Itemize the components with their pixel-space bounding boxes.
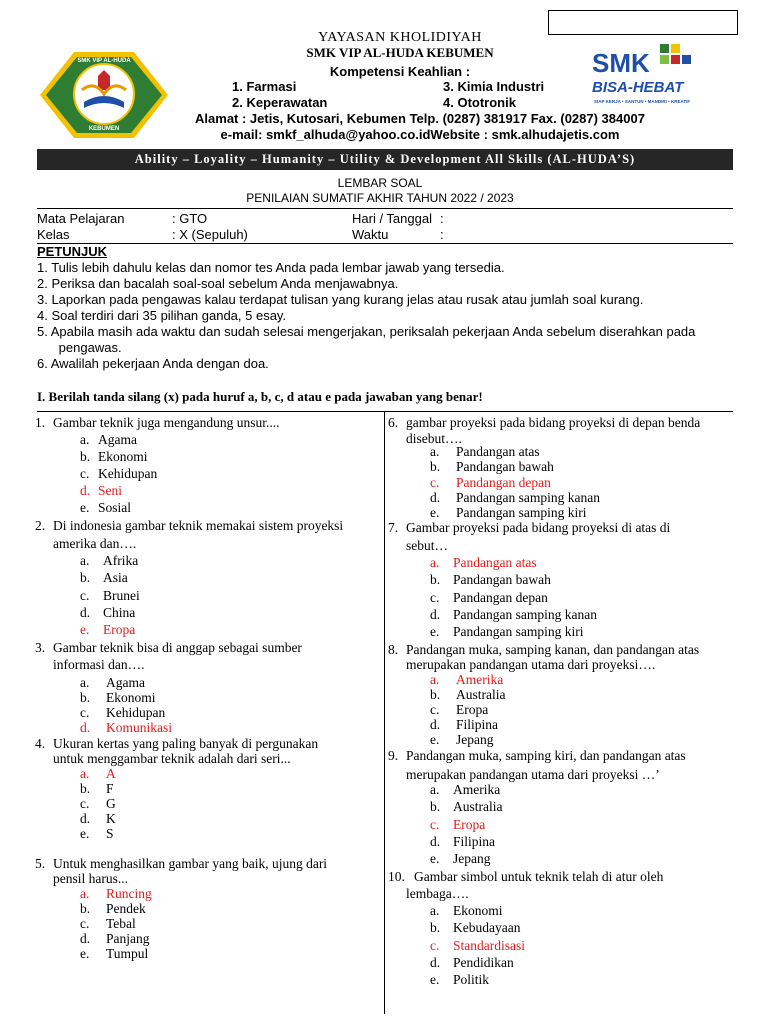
question-text: Gambar teknik juga mengandung unsur.... — [53, 415, 280, 430]
option-text: Kebudayaan — [453, 920, 521, 935]
subject-label: Mata Pelajaran — [37, 211, 125, 226]
option-letter: d. — [430, 955, 441, 970]
option-text: Eropa — [456, 702, 489, 717]
option-text-correct-answer: Amerika — [456, 672, 504, 687]
date-label: Hari / Tanggal — [352, 211, 432, 226]
option-text: Ekonomi — [453, 903, 503, 918]
option-letter: a. — [430, 444, 440, 459]
question-text: gambar proyeksi pada bidang proyeksi di depan benda — [406, 415, 701, 430]
instruction-item: 4. Soal terdiri dari 35 pilihan ganda, 5 esay. — [37, 308, 287, 323]
option-text: Brunei — [103, 588, 140, 603]
option-text: Filipina — [453, 834, 496, 849]
option-text: G — [106, 796, 116, 811]
question-number: 1. — [35, 415, 46, 430]
option-letter: b. — [430, 459, 441, 474]
question-text: pensil harus... — [53, 871, 128, 886]
option-letter: d. — [80, 720, 91, 735]
option-text: Pandangan samping kiri — [453, 624, 584, 639]
option-text-correct-answer: Komunikasi — [106, 720, 172, 735]
option-text: Pandangan samping kanan — [453, 607, 597, 622]
option-letter: b. — [80, 690, 91, 705]
option-text-correct-answer: Seni — [98, 483, 123, 498]
option-letter: b. — [430, 687, 441, 702]
option-text: Jepang — [453, 851, 491, 866]
option-letter: c. — [430, 590, 440, 605]
option-letter: d. — [430, 490, 441, 505]
option-letter: a. — [80, 766, 90, 781]
option-letter: e. — [80, 500, 90, 515]
logo-right-line1: SMK — [592, 48, 650, 78]
instruction-item: 5. Apabila masih ada waktu dan sudah selesai mengerjakan, periksalah pekerjaan Anda sebelum diserahkan pada — [37, 324, 696, 339]
smk-bisa-hebat-logo — [588, 40, 716, 110]
option-text-correct-answer: Standardisasi — [453, 938, 525, 953]
question-text: Di indonesia gambar teknik memakai sistem proyeksi — [53, 518, 344, 533]
class-label: Kelas — [37, 227, 70, 242]
option-letter: c. — [80, 466, 90, 481]
option-letter: d. — [430, 834, 441, 849]
logo-left-top-text: SMK VIP AL-HUDA — [77, 58, 131, 64]
option-letter: a. — [430, 782, 440, 797]
option-text-correct-answer: Pandangan depan — [456, 475, 551, 490]
option-letter: d. — [430, 607, 441, 622]
option-letter: b. — [80, 901, 91, 916]
time-label: Waktu — [352, 227, 389, 242]
option-letter: e. — [430, 624, 440, 639]
option-text-correct-answer: Eropa — [103, 622, 136, 637]
option-text: Pandangan depan — [453, 590, 548, 605]
logo-left-bottom-text: KEBUMEN — [88, 126, 120, 132]
option-text: Tebal — [106, 916, 136, 931]
option-letter: e. — [430, 732, 440, 747]
school-address: Alamat : Jetis, Kutosari, Kebumen Telp. (0287) 381917 Fax. (0287) 384007 — [195, 111, 645, 126]
option-letter: c. — [430, 475, 440, 490]
question-number: 8. — [388, 642, 399, 657]
divider — [37, 208, 733, 209]
option-letter: e. — [80, 622, 90, 637]
question-text: Pandangan muka, samping kiri, dan pandangan atas — [406, 748, 686, 763]
question-number: 5. — [35, 856, 46, 871]
option-letter: b. — [80, 449, 91, 464]
logo-right-tagline: SIAP KERJA • SANTUN • MANDIRI • KREATIF — [594, 99, 691, 104]
option-letter: e. — [430, 505, 440, 520]
question-text: merupakan pandangan utama dari proyeksi …’ — [406, 767, 660, 782]
option-letter: d. — [80, 483, 91, 498]
sheet-title: LEMBAR SOAL — [337, 176, 423, 190]
option-text: Afrika — [103, 553, 139, 568]
question-text: Gambar simbol untuk teknik telah di atur oleh — [414, 869, 664, 884]
option-text: Kehidupan — [106, 705, 166, 720]
time-value: : — [440, 227, 444, 242]
option-letter: b. — [80, 781, 91, 796]
question-text: Pandangan muka, samping kanan, dan pandangan atas — [406, 642, 700, 657]
option-text: Australia — [456, 687, 506, 702]
option-letter: d. — [430, 717, 441, 732]
instruction-item: 2. Periksa dan bacalah soal-soal sebelum Anda menjawabnya. — [37, 276, 399, 291]
question-text: Untuk menghasilkan gambar yang baik, ujung dari — [53, 856, 328, 871]
instructions-heading: PETUNJUK — [37, 244, 108, 259]
option-letter: c. — [430, 702, 440, 717]
question-text: sebut… — [406, 538, 448, 553]
question-text: untuk menggambar teknik adalah dari seri... — [53, 751, 291, 766]
question-text: merupakan pandangan utama dari proyeksi…. — [406, 657, 656, 672]
question-text: disebut…. — [406, 431, 462, 446]
divider — [37, 411, 733, 412]
option-text: Filipina — [456, 717, 499, 732]
option-text: Agama — [98, 432, 137, 447]
question-text: informasi dan…. — [53, 657, 145, 672]
question-number: 3. — [35, 640, 46, 655]
question-number: 7. — [388, 520, 399, 535]
option-letter: b. — [430, 572, 441, 587]
option-letter: c. — [80, 588, 90, 603]
question-number: 9. — [388, 748, 399, 763]
option-text: Pandangan bawah — [456, 459, 554, 474]
option-text-correct-answer: Runcing — [106, 886, 152, 901]
option-text: Sosial — [98, 500, 132, 515]
option-text: Tumpul — [106, 946, 149, 961]
question-text: Ukuran kertas yang paling banyak di pergunakan — [53, 736, 319, 751]
option-letter: a. — [80, 675, 90, 690]
option-letter: b. — [430, 920, 441, 935]
option-text: Jepang — [456, 732, 494, 747]
option-letter: a. — [80, 553, 90, 568]
option-letter: a. — [430, 672, 440, 687]
option-letter: d. — [80, 931, 91, 946]
school-contact: e-mail: smkf_alhuda@yahoo.co.idWebsite : smk.alhudajetis.com — [220, 127, 620, 142]
foundation-name: YAYASAN KHOLIDIYAH — [318, 30, 482, 45]
option-text: Ekonomi — [98, 449, 148, 464]
option-text: K — [106, 811, 116, 826]
school-name: SMK VIP AL-HUDA KEBUMEN — [306, 45, 494, 60]
option-text: Asia — [103, 570, 128, 585]
exam-number-box — [548, 10, 738, 35]
option-text: Pendek — [106, 901, 146, 916]
question-text: Gambar proyeksi pada bidang proyeksi di atas di — [406, 520, 671, 535]
instruction-item: 6. Awalilah pekerjaan Anda dengan doa. — [37, 356, 269, 371]
question-number: 6. — [388, 415, 399, 430]
option-text-correct-answer: Pandangan atas — [453, 555, 537, 570]
question-text: lembaga…. — [406, 886, 469, 901]
competency-label: Kompetensi Keahlian : — [329, 64, 471, 79]
logo-right-line2: BISA-HEBAT — [592, 79, 684, 96]
option-letter: e. — [430, 972, 440, 987]
option-text: Australia — [453, 799, 503, 814]
option-text: Politik — [453, 972, 490, 987]
option-text: Pandangan samping kanan — [456, 490, 600, 505]
question-text: Gambar teknik bisa di anggap sebagai sumber — [53, 640, 302, 655]
subject-value: : GTO — [172, 211, 208, 226]
competency-item: 4. Ototronik — [443, 95, 516, 110]
option-letter: a. — [430, 903, 440, 918]
option-letter: c. — [80, 916, 90, 931]
question-number: 10. — [388, 869, 405, 884]
option-text: Kehidupan — [98, 466, 158, 481]
school-logo — [38, 50, 170, 140]
option-text: Agama — [106, 675, 145, 690]
instruction-item: 1. Tulis lebih dahulu kelas dan nomor tes Anda pada lembar jawab yang tersedia. — [37, 260, 505, 275]
option-letter: a. — [430, 555, 440, 570]
date-value: : — [440, 211, 444, 226]
option-letter: d. — [80, 605, 91, 620]
question-number: 2. — [35, 518, 46, 533]
option-letter: c. — [80, 705, 90, 720]
question-number: 4. — [35, 736, 46, 751]
option-letter: a. — [80, 886, 90, 901]
option-text: Pandangan bawah — [453, 572, 551, 587]
option-letter: d. — [80, 811, 91, 826]
option-letter: c. — [80, 796, 90, 811]
option-letter: e. — [430, 851, 440, 866]
competency-item: 1. Farmasi — [232, 79, 297, 94]
option-text: Pendidikan — [453, 955, 514, 970]
option-text-correct-answer: A — [106, 766, 116, 781]
option-text: Panjang — [106, 931, 150, 946]
option-text: Amerika — [453, 782, 501, 797]
option-text: F — [106, 781, 114, 796]
instruction-item: pengawas. — [37, 340, 122, 355]
option-letter: b. — [80, 570, 91, 585]
option-text: Pandangan atas — [456, 444, 540, 459]
option-text: S — [106, 826, 114, 841]
option-text: Pandangan samping kiri — [456, 505, 587, 520]
competency-item: 2. Keperawatan — [232, 95, 328, 110]
option-letter: a. — [80, 432, 90, 447]
column-divider — [384, 412, 385, 1014]
divider — [37, 243, 733, 244]
question-text: amerika dan…. — [53, 536, 137, 551]
option-text: Ekonomi — [106, 690, 156, 705]
sheet-subtitle: PENILAIAN SUMATIF AKHIR TAHUN 2022 / 2023 — [246, 191, 514, 205]
option-text: China — [103, 605, 136, 620]
option-letter: c. — [430, 938, 440, 953]
option-letter: b. — [430, 799, 441, 814]
competency-item: 3. Kimia Industri — [443, 79, 545, 94]
section-heading: I. Berilah tanda silang (x) pada huruf a, b, c, d atau e pada jawaban yang benar! — [37, 389, 483, 404]
class-value: : X (Sepuluh) — [172, 227, 248, 242]
option-letter: e. — [80, 826, 90, 841]
option-letter: c. — [430, 817, 440, 832]
motto-banner: Ability – Loyality – Humanity – Utility & Development All Skills (AL-HUDA’S) — [37, 149, 733, 170]
instruction-item: 3. Laporkan pada pengawas kalau terdapat tulisan yang kurang jelas atau rusak atau jumlah soal kurang. — [37, 292, 644, 307]
option-text-correct-answer: Eropa — [453, 817, 486, 832]
option-letter: e. — [80, 946, 90, 961]
